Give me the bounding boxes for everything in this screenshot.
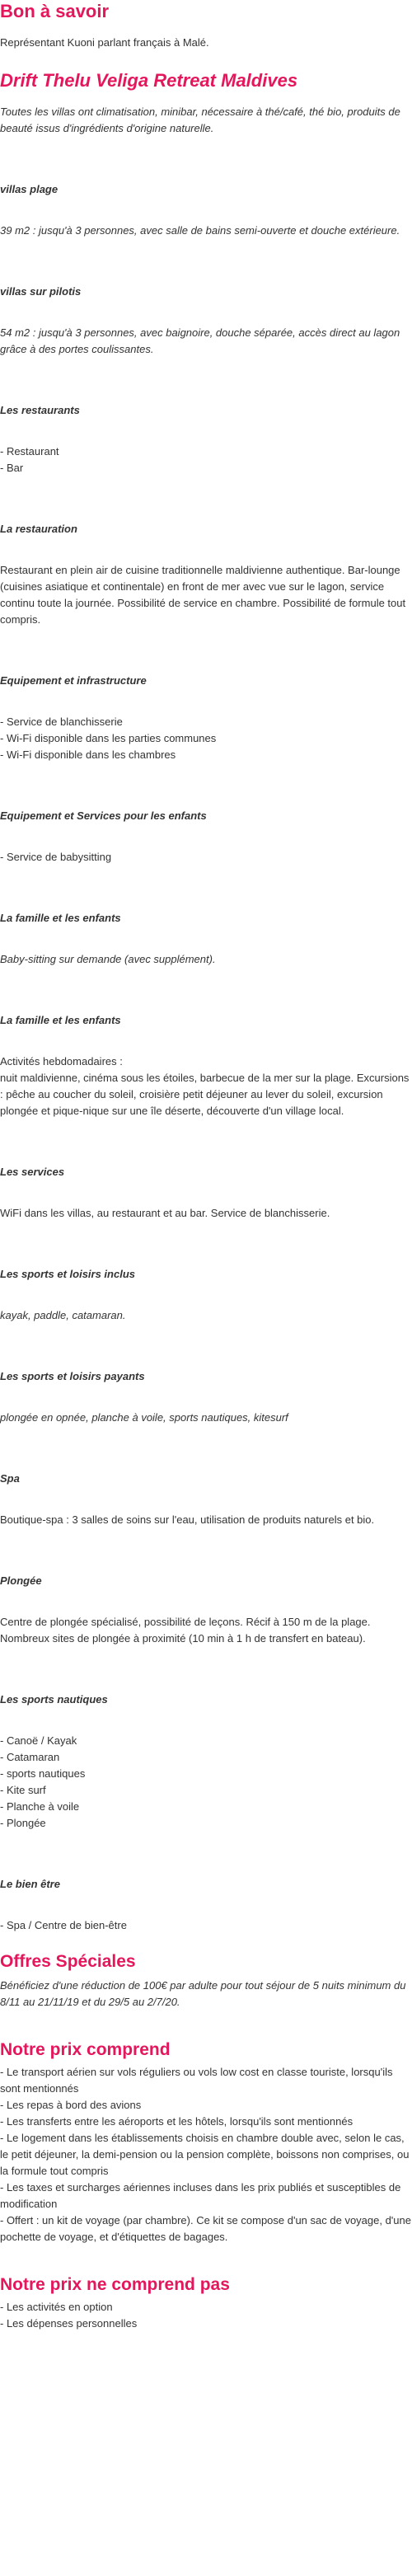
- list-item: - Les dépenses personnelles: [0, 2317, 138, 2330]
- list-item: - Bar: [0, 462, 24, 474]
- list-item: - Planche à voile: [0, 1800, 80, 1813]
- list-item: - sports nautiques: [0, 1767, 86, 1780]
- list-item: - Plongée: [0, 1817, 46, 1829]
- restaurants-list: [0, 443, 412, 476]
- services-title: Les services: [0, 1166, 65, 1178]
- restauration-title: La restauration: [0, 523, 77, 535]
- bien-etre-list: [0, 1917, 412, 1934]
- offres-title: Offres Spéciales: [0, 1952, 136, 1971]
- list-item: - Offert : un kit de voyage (par chambre). Ce kit se compose d'un sac de voyage, d'une pochette de voyage, et d'étiquettes de bagages.: [0, 2214, 411, 2243]
- list-item: - Le logement dans les établissements choisis en chambre double avec, selon le cas, le petit déjeuner, la demi-pension ou la pension complète, boissons non comprises, ou la formule tout compris: [0, 2132, 410, 2177]
- prix-comprend-list: [0, 2064, 412, 2245]
- hotel-intro: Toutes les villas ont climatisation, minibar, nécessaire à thé/café, thé bio, produits de beauté issus d'ingrédients d'origine naturelle.: [0, 106, 400, 134]
- list-item: - Canoë / Kayak: [0, 1734, 77, 1747]
- sports-nautiques-title: Les sports nautiques: [0, 1693, 108, 1706]
- villas-plage-text: 39 m2 : jusqu'à 3 personnes, avec salle de bains semi-ouverte et douche extérieure.: [0, 224, 400, 237]
- plongee-text: Centre de plongée spécialisé, possibilité de leçons. Récif à 150 m de la plage. Nombreux sites de plongée à proximité (10 min à 1 h de transfert en bateau).: [0, 1616, 371, 1645]
- services-text: WiFi dans les villas, au restaurant et au bar. Service de blanchisserie.: [0, 1207, 330, 1219]
- list-item: - Le transport aérien sur vols réguliers ou vols low cost en classe touriste, lorsqu'ils sont mentionnés: [0, 2066, 393, 2095]
- villas-plage-title: villas plage: [0, 183, 59, 195]
- offres-text: Bénéficiez d'une réduction de 100€ par adulte pour tout séjour de 5 nuits minimum du 8/11 au 21/11/19 et du 29/5 au 2/7/20.: [0, 1979, 406, 2008]
- list-item: - Les taxes et surcharges aériennes incluses dans les prix publiés et susceptibles de modification: [0, 2181, 401, 2210]
- prix-comprend-title: Notre prix comprend: [0, 2040, 171, 2059]
- famille-text-1: Baby-sitting sur demande (avec supplément).: [0, 953, 216, 965]
- bien-etre-title: Le bien être: [0, 1878, 60, 1890]
- famille-text-2-line-1: Activités hebdomadaires :: [0, 1055, 123, 1067]
- bon-a-savoir-title: Bon à savoir: [0, 1, 110, 21]
- bon-a-savoir-text: Représentant Kuoni parlant français à Malé.: [0, 36, 209, 49]
- villas-pilotis-text: 54 m2 : jusqu'à 3 personnes, avec baignoire, douche séparée, accès direct au lagon grâce à des portes coulissantes.: [0, 326, 400, 355]
- sports-inclus-text: kayak, paddle, catamaran.: [0, 1309, 126, 1321]
- list-item: - Kite surf: [0, 1784, 46, 1796]
- list-item: - Wi-Fi disponible dans les parties communes: [0, 732, 217, 744]
- list-item: - Restaurant: [0, 445, 59, 457]
- famille-text-2-line-2: nuit maldivienne, cinéma sous les étoiles, barbecue de la mer sur la plage. Excursions : pêche au coucher du soleil, croisière petit déjeuner au lever du soleil, excursion plongée et pique-nique sur une île déserte, découverte d'un village local.: [0, 1072, 410, 1117]
- prix-ne-comprend-list: [0, 2299, 412, 2332]
- list-item: - Catamaran: [0, 1751, 60, 1763]
- list-item: - Spa / Centre de bien-être: [0, 1919, 127, 1931]
- villas-pilotis-title: villas sur pilotis: [0, 285, 82, 298]
- spa-text: Boutique-spa : 3 salles de soins sur l'eau, utilisation de produits naturels et bio.: [0, 1513, 375, 1526]
- spa-title: Spa: [0, 1472, 20, 1485]
- equipement-enfants-list: [0, 849, 412, 866]
- plongee-title: Plongée: [0, 1574, 42, 1587]
- list-item: - Service de blanchisserie: [0, 716, 123, 728]
- sports-nautiques-list: [0, 1733, 412, 1832]
- restauration-text: Restaurant en plein air de cuisine traditionnelle maldivienne authentique. Bar-lounge (cuisines asiatique et continentale) en front de mer avec vue sur le lagon, service continu toute la journée. Possibilité de service en chambre. Possibilité de formule tout compris.: [0, 564, 406, 626]
- prix-ne-comprend-title: Notre prix ne comprend pas: [0, 2275, 230, 2294]
- list-item: - Les transferts entre les aéroports et les hôtels, lorsqu'ils sont mentionnés: [0, 2115, 353, 2128]
- equipement-title: Equipement et infrastructure: [0, 674, 147, 687]
- sports-payants-title: Les sports et loisirs payants: [0, 1370, 145, 1382]
- restaurants-title: Les restaurants: [0, 404, 80, 416]
- sports-inclus-title: Les sports et loisirs inclus: [0, 1268, 135, 1280]
- list-item: - Service de babysitting: [0, 851, 112, 863]
- list-item: - Les repas à bord des avions: [0, 2099, 142, 2111]
- hotel-title: Drift Thelu Veliga Retreat Maldives: [0, 70, 298, 91]
- list-item: - Wi-Fi disponible dans les chambres: [0, 748, 176, 761]
- equipement-list: [0, 714, 412, 763]
- equipement-enfants-title: Equipement et Services pour les enfants: [0, 809, 207, 822]
- sports-payants-text: plongée en opnée, planche à voile, sports nautiques, kitesurf: [0, 1411, 288, 1424]
- famille-title-2: La famille et les enfants: [0, 1014, 121, 1026]
- famille-title-1: La famille et les enfants: [0, 912, 121, 924]
- list-item: - Les activités en option: [0, 2301, 113, 2313]
